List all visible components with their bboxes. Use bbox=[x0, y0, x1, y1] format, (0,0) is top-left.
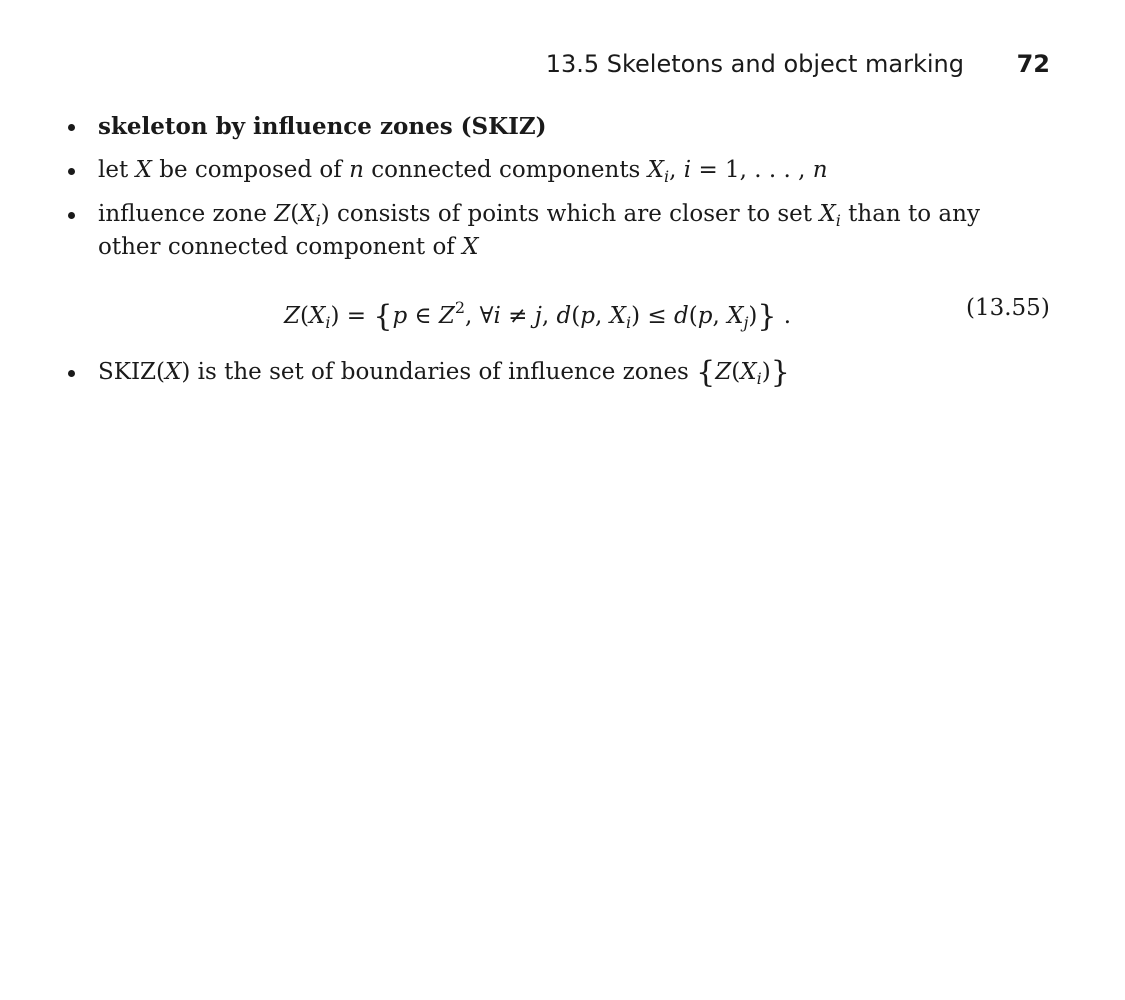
equation-number: (13.55) bbox=[966, 295, 1050, 321]
page-number: 72 bbox=[1016, 50, 1050, 78]
bullet-icon bbox=[68, 124, 75, 131]
page-header bbox=[0, 46, 1050, 82]
section-title: 13.5 Skeletons and object marking bbox=[545, 50, 964, 78]
bullet-text: SKIZ(X) is the set of boundaries of influence zones $\{Z(X_i)\}$ bbox=[98, 355, 790, 390]
bullet-icon bbox=[68, 370, 75, 377]
bullet-text: influence zone $Z(X_i)$ consists of points which are closer to set $X_i$ than to any bbox=[98, 201, 980, 230]
bullet-text: skeleton by influence zones (SKIZ) bbox=[98, 113, 547, 140]
display-equation: $Z(X_i) = \{p$ ∈ $Z^2$, ∀i ≠ j, d(p, $X_i) \le d(p$, $X_j$)} . bbox=[284, 298, 792, 334]
bullet-icon bbox=[68, 168, 75, 175]
bullet-text-continuation: other connected component of X bbox=[98, 234, 479, 260]
bullet-text: let X be composed of n connected components $X_i$, i = 1, . . . , n bbox=[98, 157, 828, 186]
bullet-icon bbox=[68, 212, 75, 219]
